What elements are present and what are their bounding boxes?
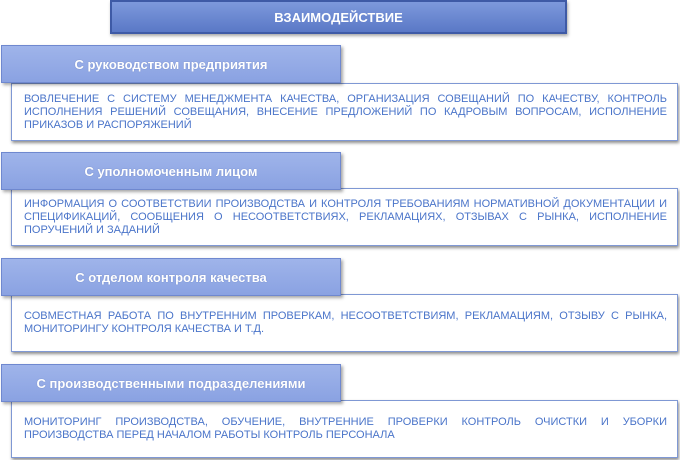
section-body-text: СОВМЕСТНАЯ РАБОТА ПО ВНУТРЕННИМ ПРОВЕРКАМ, НЕСООТВЕТСТВИЯМ, РЕКЛАМАЦИЯМ, ОТЗЫВУ С РЫНКА, МОНИТОРИНГУ КОНТРОЛЯ КАЧЕСТВА И Т.Д. [24,310,667,335]
section-header-management [1,45,341,83]
section-body-text: ВОВЛЕЧЕНИЕ С СИСТЕМУ МЕНЕДЖМЕНТА КАЧЕСТВА, ОРГАНИЗАЦИЯ СОВЕЩАНИЙ ПО КАЧЕСТВУ, КОНТРОЛЬ ИСПОЛНЕНИЯ РЕШЕНИЙ СОВЕЩАНИЯ, ВНЕСЕНИЕ ПРЕДЛОЖЕНИЙ ПО КАДРОВЫМ ВОПРОСАМ, ИСПОЛНЕНИЕ ПРИКАЗОВ И РАСПОРЯЖЕНИЙ [24,92,667,131]
section-body-production-units [11,400,678,458]
section-body-management [11,83,678,141]
section-header-authorized-person [1,152,341,190]
diagram-title [110,0,567,34]
diagram-title-text: ВЗАИМОДЕЙСТВИЕ [274,9,403,25]
section-header-label: С отделом контроля качества [75,269,267,285]
section-header-label: С уполномоченным лицом [84,163,258,179]
section-body-quality-control [11,294,678,352]
section-header-production-units [1,364,341,402]
section-header-label: С производственными подразделениями [36,375,306,391]
section-body-authorized-person [11,188,678,246]
section-header-label: С руководством предприятия [74,56,268,72]
section-header-quality-control [1,258,341,296]
section-body-text: ИНФОРМАЦИЯ О СООТВЕТСТВИИ ПРОИЗВОДСТВА И КОНТРОЛЯ ТРЕБОВАНИЯМ НОРМАТИВНОЙ ДОКУМЕНТАЦИИ И СПЕЦИФИКАЦИЙ, СООБЩЕНИЯ О НЕСООТВЕТСТВИЯХ, РЕКЛАМАЦИЯХ, ОТЗЫВАХ С РЫНКА, ИСПОЛНЕНИЕ ПОРУЧЕНИЙ И ЗАДАНИЙ [24,197,667,236]
section-body-text: МОНИТОРИНГ ПРОИЗВОДСТВА, ОБУЧЕНИЕ, ВНУТРЕННИЕ ПРОВЕРКИ КОНТРОЛЬ ОЧИСТКИ И УБОРКИ ПРОИЗВОДСТВА ПЕРЕД НАЧАЛОМ РАБОТЫ КОНТРОЛЬ ПЕРСОНАЛА [24,416,667,441]
